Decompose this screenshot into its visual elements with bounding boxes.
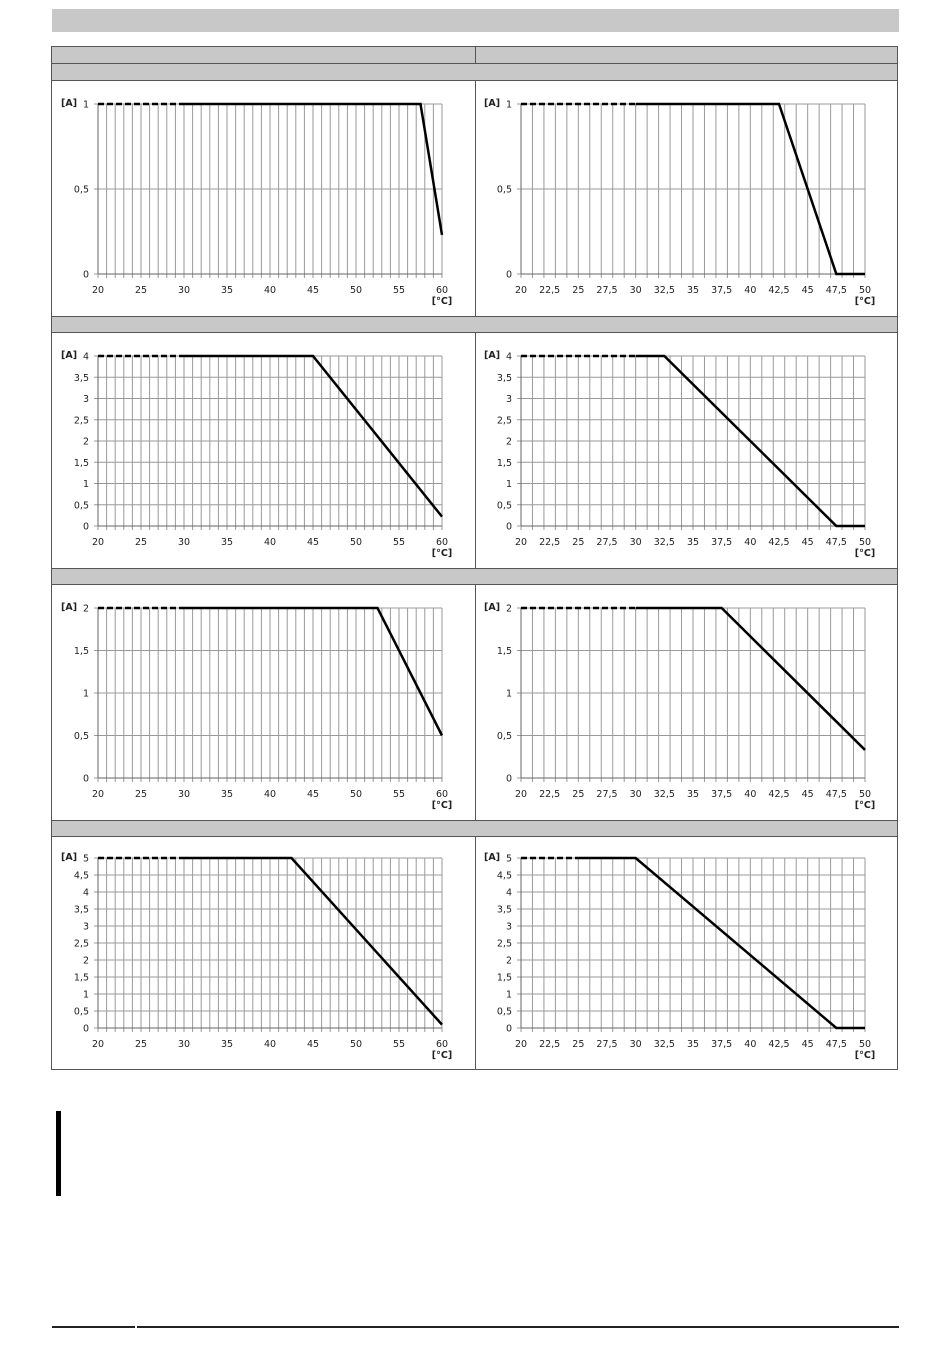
y-tick-label: 2	[82, 955, 89, 967]
x-tick-label: 32,5	[653, 789, 675, 800]
y-tick-label: 0	[82, 521, 89, 533]
x-tick-label: 25	[134, 1039, 148, 1050]
footer-rule	[52, 1326, 899, 1328]
x-tick-label: 27,5	[596, 1039, 618, 1050]
x-axis-label: [°C]	[854, 548, 876, 559]
y-tick-label: 0	[505, 773, 512, 785]
y-axis-label: [A]	[61, 852, 78, 863]
x-axis-label: [°C]	[431, 548, 453, 559]
group-header-1	[52, 64, 897, 81]
x-tick-label: 45	[306, 285, 320, 296]
y-tick-label: 2,5	[73, 415, 89, 427]
derating-chart-row2-right	[475, 333, 898, 569]
x-tick-label: 22,5	[539, 537, 561, 548]
x-tick-label: 22,5	[539, 1039, 561, 1050]
x-tick-label: 27,5	[596, 789, 618, 800]
x-tick-label: 20	[91, 789, 105, 800]
group-header-2	[52, 316, 897, 333]
y-tick-label: 0,5	[73, 500, 89, 512]
y-tick-label: 2,5	[73, 938, 89, 950]
x-tick-label: 35	[220, 1039, 234, 1050]
x-tick-label: 30	[629, 537, 642, 548]
x-tick-label: 60	[435, 537, 449, 548]
x-tick-label: 32,5	[653, 537, 675, 548]
x-tick-label: 60	[435, 1039, 449, 1050]
x-tick-label: 37,5	[711, 789, 733, 800]
y-tick-label: 5	[82, 853, 89, 865]
y-tick-label: 1	[505, 479, 512, 490]
x-tick-label: 35	[220, 537, 234, 548]
x-tick-label: 60	[435, 789, 449, 800]
x-tick-label: 50	[349, 537, 363, 548]
y-tick-label: 3	[505, 921, 512, 933]
derating-chart-row4-right	[475, 837, 898, 1069]
y-tick-label: 0	[505, 521, 512, 533]
x-tick-label: 25	[572, 285, 585, 296]
x-tick-label: 20	[514, 285, 528, 296]
y-tick-label: 2	[505, 955, 512, 967]
x-tick-label: 22,5	[539, 789, 561, 800]
x-tick-label: 42,5	[768, 537, 790, 548]
x-tick-label: 50	[858, 1039, 872, 1050]
y-tick-label: 1,5	[73, 646, 89, 657]
y-tick-label: 5	[505, 853, 512, 865]
x-tick-label: 30	[177, 285, 191, 296]
y-tick-label: 1,5	[73, 457, 89, 469]
column-divider-header	[475, 47, 476, 64]
x-tick-label: 20	[91, 537, 105, 548]
y-tick-label: 3,5	[496, 904, 512, 916]
y-tick-label: 1	[505, 688, 512, 700]
y-tick-label: 2	[505, 436, 512, 448]
x-tick-label: 30	[177, 789, 191, 800]
x-tick-label: 50	[349, 789, 363, 800]
y-axis-label: [A]	[484, 852, 501, 863]
y-tick-label: 0,5	[496, 500, 512, 512]
x-tick-label: 30	[177, 1039, 191, 1050]
x-tick-label: 37,5	[711, 1039, 733, 1050]
y-tick-label: 3	[82, 921, 89, 933]
derating-chart-row2-left	[52, 333, 475, 569]
x-axis-label: [°C]	[431, 800, 453, 811]
x-tick-label: 42,5	[768, 285, 790, 296]
x-tick-label: 47,5	[825, 789, 847, 800]
y-tick-label: 2	[82, 603, 89, 615]
y-tick-label: 2	[82, 436, 89, 448]
y-tick-label: 1	[82, 688, 89, 700]
x-tick-label: 55	[392, 285, 406, 296]
y-tick-label: 0,5	[73, 184, 89, 196]
x-tick-label: 40	[744, 789, 757, 800]
x-tick-label: 30	[629, 1039, 642, 1050]
derating-chart-row1-left	[52, 81, 475, 317]
y-axis-label: [A]	[484, 350, 501, 361]
x-tick-label: 35	[686, 537, 700, 548]
y-tick-label: 1,5	[496, 646, 512, 657]
derating-chart-row3-right	[475, 585, 898, 821]
x-axis-label: [°C]	[854, 1050, 876, 1061]
x-tick-label: 50	[858, 537, 872, 548]
x-axis-label: [°C]	[854, 800, 876, 811]
x-tick-label: 25	[134, 789, 148, 800]
y-tick-label: 0	[505, 269, 512, 281]
x-tick-label: 20	[91, 285, 105, 296]
x-tick-label: 45	[306, 1039, 320, 1050]
x-tick-label: 35	[686, 1039, 700, 1050]
x-tick-label: 40	[263, 537, 277, 548]
x-tick-label: 32,5	[653, 285, 675, 296]
x-tick-label: 35	[686, 789, 700, 800]
page-header-bar	[52, 9, 899, 32]
x-tick-label: 40	[744, 285, 757, 296]
x-tick-label: 30	[177, 537, 191, 548]
x-tick-label: 20	[514, 789, 528, 800]
x-tick-label: 25	[572, 789, 585, 800]
y-tick-label: 1	[505, 99, 512, 111]
derating-chart-row4-left	[52, 837, 475, 1069]
y-tick-label: 3,5	[73, 372, 89, 384]
y-tick-label: 3,5	[73, 904, 89, 916]
y-tick-label: 1,5	[73, 972, 89, 984]
x-tick-label: 40	[263, 1039, 277, 1050]
x-tick-label: 32,5	[653, 1039, 675, 1050]
group-header-4	[52, 820, 897, 837]
y-tick-label: 4	[82, 887, 89, 899]
x-tick-label: 35	[220, 789, 234, 800]
x-tick-label: 45	[801, 789, 814, 800]
x-tick-label: 22,5	[539, 285, 561, 296]
x-tick-label: 37,5	[711, 285, 733, 296]
x-tick-label: 45	[801, 537, 814, 548]
y-tick-label: 4	[505, 887, 512, 899]
x-tick-label: 50	[349, 1039, 363, 1050]
x-tick-label: 40	[263, 789, 277, 800]
x-tick-label: 47,5	[825, 285, 847, 296]
y-tick-label: 1	[82, 989, 89, 1001]
x-tick-label: 60	[435, 285, 449, 296]
x-tick-label: 35	[220, 285, 234, 296]
x-tick-label: 30	[629, 789, 642, 800]
y-tick-label: 2,5	[496, 415, 512, 427]
y-tick-label: 0,5	[496, 1006, 512, 1018]
x-tick-label: 20	[514, 1039, 528, 1050]
y-tick-label: 2,5	[496, 938, 512, 950]
y-tick-label: 3	[82, 394, 89, 405]
x-tick-label: 45	[306, 537, 320, 548]
x-tick-label: 45	[801, 1039, 814, 1050]
x-tick-label: 20	[91, 1039, 105, 1050]
footer-rule-gap	[135, 1326, 137, 1328]
x-tick-label: 40	[744, 1039, 757, 1050]
derating-chart-row3-left	[52, 585, 475, 821]
x-tick-label: 50	[858, 285, 872, 296]
y-tick-label: 1	[505, 989, 512, 1001]
y-axis-label: [A]	[61, 350, 78, 361]
y-tick-label: 0,5	[73, 731, 89, 742]
x-tick-label: 25	[134, 285, 148, 296]
x-tick-label: 27,5	[596, 285, 618, 296]
group-header-3	[52, 568, 897, 585]
x-tick-label: 20	[514, 537, 528, 548]
x-tick-label: 25	[134, 537, 148, 548]
x-tick-label: 55	[392, 1039, 406, 1050]
x-tick-label: 55	[392, 789, 406, 800]
y-tick-label: 0,5	[496, 184, 512, 196]
derating-chart-row1-right	[475, 81, 898, 317]
x-tick-label: 45	[801, 285, 814, 296]
x-tick-label: 47,5	[825, 537, 847, 548]
x-tick-label: 27,5	[596, 537, 618, 548]
y-tick-label: 4,5	[73, 870, 89, 882]
y-tick-label: 0,5	[496, 731, 512, 742]
y-tick-label: 0	[82, 1023, 89, 1035]
x-tick-label: 40	[263, 285, 277, 296]
y-tick-label: 4	[505, 351, 512, 363]
x-tick-label: 45	[306, 789, 320, 800]
x-axis-label: [°C]	[431, 1050, 453, 1061]
y-axis-label: [A]	[484, 98, 501, 109]
x-tick-label: 50	[349, 285, 363, 296]
y-tick-label: 0	[505, 1023, 512, 1035]
x-axis-label: [°C]	[854, 296, 876, 307]
x-tick-label: 37,5	[711, 537, 733, 548]
x-tick-label: 35	[686, 285, 700, 296]
y-tick-label: 1	[82, 99, 89, 111]
y-tick-label: 1,5	[496, 972, 512, 984]
y-tick-label: 1	[82, 479, 89, 490]
y-tick-label: 0	[82, 269, 89, 281]
x-tick-label: 42,5	[768, 789, 790, 800]
y-tick-label: 4	[82, 351, 89, 363]
y-tick-label: 2	[505, 603, 512, 615]
x-tick-label: 42,5	[768, 1039, 790, 1050]
x-tick-label: 40	[744, 537, 757, 548]
x-tick-label: 47,5	[825, 1039, 847, 1050]
x-tick-label: 55	[392, 537, 406, 548]
y-axis-label: [A]	[484, 602, 501, 613]
y-tick-label: 3	[505, 394, 512, 405]
x-tick-label: 25	[572, 537, 585, 548]
y-axis-label: [A]	[61, 602, 78, 613]
y-tick-label: 4,5	[496, 870, 512, 882]
y-tick-label: 0	[82, 773, 89, 785]
x-tick-label: 30	[629, 285, 642, 296]
y-axis-label: [A]	[61, 98, 78, 109]
x-axis-label: [°C]	[431, 296, 453, 307]
y-tick-label: 3,5	[496, 372, 512, 384]
x-tick-label: 50	[858, 789, 872, 800]
x-tick-label: 25	[572, 1039, 585, 1050]
note-marker-bar	[56, 1111, 61, 1196]
y-tick-label: 1,5	[496, 457, 512, 469]
y-tick-label: 0,5	[73, 1006, 89, 1018]
